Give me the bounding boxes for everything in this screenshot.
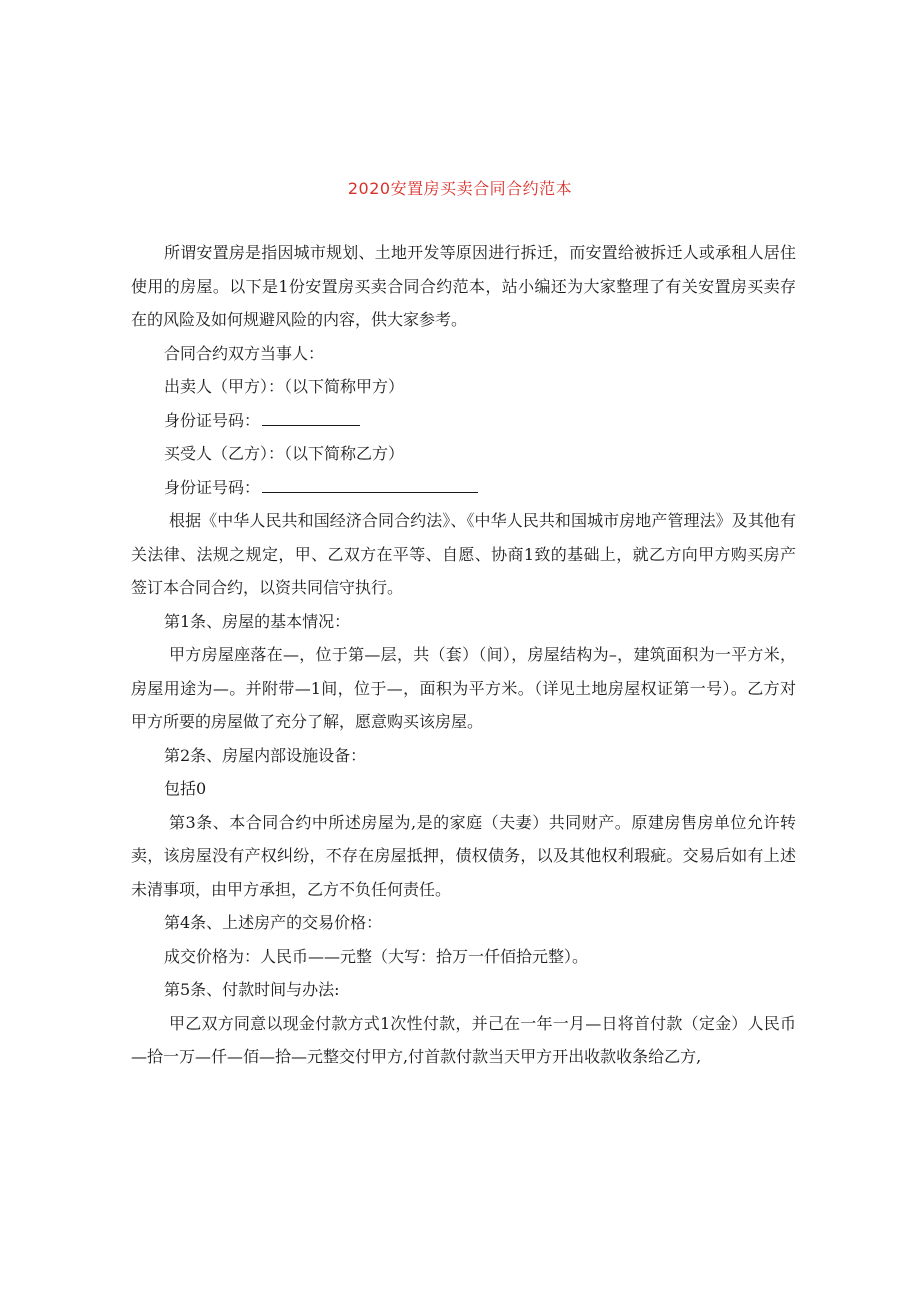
paragraph-article-4-heading: 第4条、上述房产的交易价格： xyxy=(164,913,383,932)
paragraph-article-2-body: 包括0 xyxy=(164,779,207,798)
paragraph-article-1-heading: 第1条、房屋的基本情况： xyxy=(164,611,351,631)
paragraph-article-5-heading: 第5条、付款时间与办法: xyxy=(164,980,340,999)
paragraph-buyer-id xyxy=(131,471,796,505)
paragraph-buyer: 买受人（乙方）：（以下简称乙方） xyxy=(164,444,405,463)
paragraph-article-5-body: 甲乙双方同意以现金付款方式1次性付款，并己在一年一月—日将首付款（定金）人民币—拾一万—仟—佰—拾—元整交付甲方,付首款付款当天甲方开出收款收条给乙方, xyxy=(131,1013,796,1066)
document-body xyxy=(131,236,796,1074)
paragraph-article-1-body: 甲方房屋座落在—，位于第—层，共（套）（间），房屋结构为–，建筑面积为一平方米，房屋用途为—。并附带—1间，位于—，面积为平方米。（详见土地房屋权证第一号）。乙方对甲方所要的房屋做了充分了解，愿意购买该房屋。 xyxy=(131,645,796,731)
paragraph-legal-basis: 根据《中华人民共和国经济合同合约法》、《中华人民共和国城市房地产管理法》及其他有关法律、法规之规定，甲、乙双方在平等、自愿、协商1致的基础上，就乙方向甲方购买房产签订本合同合约，以资共同信守执行。 xyxy=(131,511,796,597)
paragraph-article-2-heading: 第2条、房屋内部设施设备： xyxy=(164,745,367,765)
paragraph-article-3: 第3条、本合同合约中所述房屋为,是的家庭（夫妻）共同财产。原建房售房单位允许转卖，该房屋没有产权纠纷，不存在房屋抵押，债权债务，以及其他权利瑕疵。交易后如有上述未清事项，由甲方承担，乙方不负任何责任。 xyxy=(131,812,796,899)
paragraph-seller-id xyxy=(131,404,796,438)
seller-id-label: 身份证号码： xyxy=(164,410,261,430)
paragraph-intro: 所谓安置房是指因城市规划、土地开发等原因进行拆迁，而安置给被拆迁人或承租人居住使用的房屋。以下是1份安置房买卖合同合约范本，站小编还为大家整理了有关安置房买卖存在的风险及如何规避风险的内容，供大家参考。 xyxy=(131,243,796,329)
seller-id-blank xyxy=(262,408,360,426)
paragraph-article-4-body: 成交价格为：人民币——元整（大写：拾万一仟佰拾元整）。 xyxy=(164,946,589,966)
paragraph-parties-heading: 合同合约双方当事人： xyxy=(164,343,325,363)
document-title: 2020安置房买卖合同合约范本 xyxy=(347,179,573,198)
paragraph-seller: 出卖人（甲方）：（以下简称甲方） xyxy=(164,377,405,396)
buyer-id-blank xyxy=(262,475,478,493)
buyer-id-label: 身份证号码： xyxy=(164,477,261,497)
